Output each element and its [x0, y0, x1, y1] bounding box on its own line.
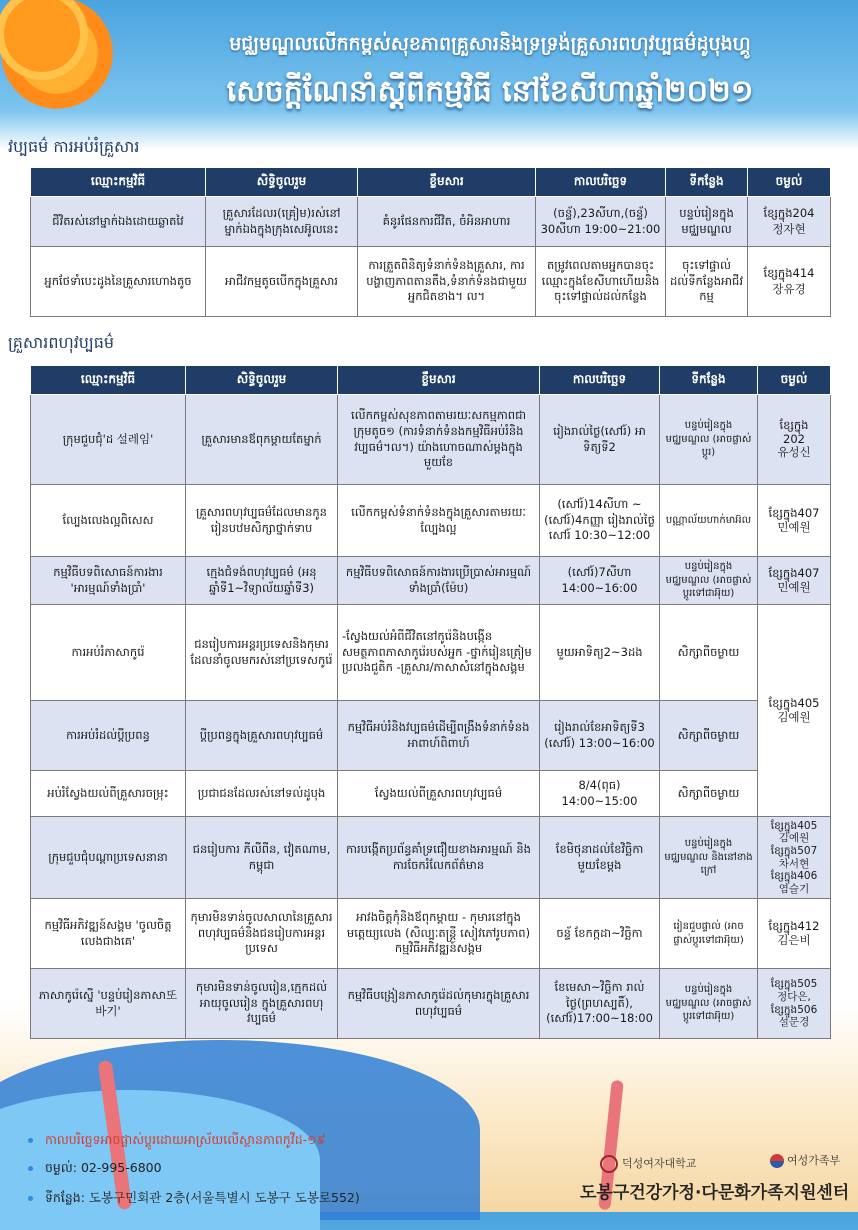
contact-phone: ចម្ងល់: 02-995-6800: [45, 1160, 162, 1175]
contact-person: 차서현: [778, 857, 810, 870]
program-eligibility: កុមារមិនទាន់ចូលសាលានៃគ្រួសារពហុវប្បធម៌និងជនរៀបការអន្តរប្រទេស: [186, 899, 338, 969]
program-content: អាវងចិត្តកុំនិងឪពុកម្តាយ - កុមារនៅក្នុងមត្តេយ្យលេង (សិល្បៈតន្ត្រី សៀវភៅរូបភាព) កម្មវិធីអភិវឌ្ឍន៍សង្គម: [338, 899, 540, 969]
center-name: 도봉구건강가정·다문화가족지원센터: [580, 1183, 850, 1203]
table-row: [31, 817, 831, 899]
program-contact: [758, 395, 831, 485]
program-eligibility: គ្រួសារដែលរ(គ្រៀម)រស់នៅម្នាក់ឯងក្នុងក្រុងសេអ៊ូលនេះ: [206, 197, 358, 247]
program-place: រៀនជួបផ្ទាល់ (អាចផ្លាស់ប្តូរទៅជាអ៊ុយ): [660, 899, 758, 969]
table-header-row: [31, 168, 831, 197]
col-header-place: ទីកន្លែង: [666, 168, 748, 197]
program-place: បន្ទប់រៀនក្នុងមជ្ឈមណ្ឌល និងនៅខាងក្រៅ: [660, 817, 758, 899]
contact-person: 민예원: [777, 519, 811, 534]
contact-extension: ខ្សែក្នុង204: [763, 205, 815, 220]
ministry-logo: 여성가족부: [770, 1152, 840, 1168]
program-content: កម្មវិធីបង្រៀនភាសាកូរ៉េដល់កុមារក្នុងគ្រួសារពហុវប្បធម៌: [338, 969, 540, 1039]
col-header-eligibility: សិទ្ធិចូលរួម: [206, 168, 358, 197]
contact-person: 설문경: [778, 1016, 810, 1029]
table-row: [31, 395, 831, 485]
col-header-place: ទីកន្លែង: [660, 366, 758, 395]
contact-extension: ខ្សែក្នុង505: [770, 978, 818, 991]
table-row: [31, 485, 831, 557]
family-education-table: [30, 167, 831, 317]
program-contact: [758, 899, 831, 969]
program-place: បន្ទប់រៀនក្នុងមជ្ឈមណ្ឌល (អាចផ្លាស់ប្តូរទៅជាអ៊ុយ): [660, 557, 758, 605]
page-title: សេចក្តីណែនាំស្តីពីកម្មវិធី នៅខែសីហាឆ្នាំ២០២១: [226, 74, 754, 109]
program-contact: [748, 197, 831, 247]
contact-extension: ខ្សែក្នុង414: [763, 265, 815, 280]
program-date: មួយអាទិត្យ2~3ដង: [540, 605, 660, 701]
col-header-date: កាលបរិច្ឆេទ: [540, 366, 660, 395]
contact-person: 김예원: [778, 832, 810, 845]
program-date: ចន្ទ័ ខែកក្កដា~វិច្ឆិកា: [540, 899, 660, 969]
program-date: រៀងរាល់ខែអាទិត្យទី3 (សៅរ៍) 13:00~16:00: [540, 701, 660, 771]
program-contact: [758, 557, 831, 605]
program-content: -ស្វែងយល់អំពីជីវិតនៅកូរ៉េនិងបង្កើនសមត្ថភាពភាសាកូរ៉េរបស់អ្នក -ថ្នាក់រៀនត្រៀមប្រលងជួតិក -គ្រួសារ/ភាសាសំនៅក្នុងសង្គម: [338, 605, 540, 701]
col-header-name: ឈ្មោះកម្មវិធី: [31, 168, 206, 197]
section-title-family-education: វប្បធម៌ ការអប់រំគ្រួសារ: [8, 137, 140, 156]
program-place: បន្ទប់រៀនក្នុងមជ្ឈមណ្ឌល (អាចផ្លាស់ប្តូរ): [660, 395, 758, 485]
program-name: ក្រុមជួបជុំបណ្តាប្រទេសនានា: [31, 817, 186, 899]
university-logo: 덕성여자대학교: [600, 1155, 696, 1173]
multicultural-table: [30, 365, 831, 1039]
footer-address: [28, 1188, 360, 1209]
program-eligibility: អាជីវកម្មតូចបើកក្នុងគ្រួសារ: [206, 247, 358, 317]
footer-note: [28, 1132, 325, 1151]
table-row: [31, 605, 831, 701]
program-contact: [758, 817, 831, 899]
contact-person: 김예원: [777, 709, 811, 724]
program-contact: [758, 605, 831, 817]
table-header-row: [31, 366, 831, 395]
program-date: 8/4(ពុធ) 14:00~15:00: [540, 771, 660, 817]
table-row: [31, 701, 831, 771]
program-name: ការអប់រំភាសាកូរ៉េ: [31, 605, 186, 701]
contact-person: 유성신: [777, 445, 811, 460]
table-row: [31, 557, 831, 605]
program-eligibility: កុមារមិនទាន់ចូលរៀន,ក្មេកដល់អាយុចូលរៀន ក្នុងគ្រួសារពហុវប្បធម៌: [186, 969, 338, 1039]
program-eligibility: ជនរៀបការអន្តរប្រទេសនិងកុមារដែលនាំចូលមករស់នៅប្រទេសកូរ៉េ: [186, 605, 338, 701]
program-date: (ចន្ទ័),23សីហា,(ចន្ទ័) 30សីហា 19:00~21:00: [536, 197, 666, 247]
contact-extension: ខ្សែក្នុង506: [770, 1003, 818, 1016]
contact-extension: ខ្សែក្នុង: [779, 417, 809, 432]
program-place: សិក្សាពីចម្ងាយ: [660, 771, 758, 817]
program-contact: [758, 485, 831, 557]
program-content: ការត្រួតពិនិត្យទំនាក់ទំនងគ្រួសារ, ការបង្ហាញភាពតានតឹង,ទំនាក់ទំនងជាមួយអ្នកជិតខាង។ ល។: [358, 247, 536, 317]
program-place: សិក្សាពីចម្ងាយ: [660, 701, 758, 771]
program-place: ចុះទៅផ្ទាល់ដល់ទីកន្លែងអាជីវកម្ម: [666, 247, 748, 317]
contact-extension: ខ្សែក្នុង507: [770, 844, 818, 857]
col-header-date: កាលបរិច្ឆេទ: [536, 168, 666, 197]
table-row: [31, 247, 831, 317]
program-place: សិក្សាពីចម្ងាយ: [660, 605, 758, 701]
program-eligibility: ជនរៀបការ ភីលីពីន, វៀតណាម, កម្ពុជា: [186, 817, 338, 899]
program-name: ភាសាកូរ៉េស្នើ 'បន្ទប់រៀនភាសា또바기': [31, 969, 186, 1039]
contact-person: 정자현: [772, 221, 806, 236]
contact-person: 민예원: [777, 579, 811, 594]
covid-note: កាលបរិច្ឆេទអាចផ្លាស់ប្តូរដោយអាស្រ័យលើស្ថានភាពកូវីដ-១៩: [45, 1132, 326, 1147]
contact-person: 염슬기: [778, 882, 810, 895]
contact-person: 정다은,: [777, 990, 811, 1003]
contact-extension: ខ្សែក្នុង407: [768, 565, 820, 580]
program-date: រៀងរាល់ថ្ងៃ(សៅរ៍) អាទិត្យទី2: [540, 395, 660, 485]
program-eligibility: ប្តីប្រពន្ធក្នុងគ្រួសារពហុវប្បធម៌: [186, 701, 338, 771]
table-row: [31, 771, 831, 817]
col-header-content: ខ្លឹមសារ: [338, 366, 540, 395]
contact-person: 김은비: [777, 932, 811, 947]
program-content: លើកកម្ពស់សុខភាពតាមរយៈសកម្មភាពជាក្រុមតូច១ (ការទំនាក់ទំនងកម្មវិធីអប់រំនិងវប្បធម៌។ល។) យ៉ាងហោចណាស់ម្តងក្នុងមួយខែ: [338, 395, 540, 485]
bullet-icon: [28, 1138, 33, 1143]
program-name: អ្នកថែទាំបេះដូងនៃគ្រួសារហោងតូច: [31, 247, 206, 317]
contact-extension: ខ្សែក្នុង412: [768, 918, 820, 933]
program-name: កម្មវិធីអភិវឌ្ឍន៍សង្គម 'ចូលចិត្តលេងជាងគេ': [31, 899, 186, 969]
program-name: ជីវិតរស់នៅម្នាក់ឯងដោយឆ្លាតវៃ: [31, 197, 206, 247]
contact-extension: ខ្សែក្នុង405: [768, 695, 820, 710]
col-header-contact: ចម្ងល់: [758, 366, 831, 395]
footer-phone: [28, 1160, 162, 1179]
program-name: អប់រំស្វែងយល់ពីគ្រួសារចម្រុះ: [31, 771, 186, 817]
contact-extension: ខ្សែក្នុង406: [770, 870, 818, 883]
contact-extension: ខ្សែក្នុង405: [770, 819, 818, 832]
col-header-eligibility: សិទ្ធិចូលរួម: [186, 366, 338, 395]
program-date: តម្រូវពេលតាមអ្នកបានចុះឈ្មោះក្នុងខែសីហាហើយនិងចុះទៅផ្ទាល់ដល់កន្លែង: [536, 247, 666, 317]
program-contact: [748, 247, 831, 317]
col-header-content: ខ្លឹមសារ: [358, 168, 536, 197]
program-place: បន្ទប់រៀនក្នុងមជ្ឈមណ្ឌល (អាចផ្លាស់ប្តូរទៅជាអ៊ុយ): [660, 969, 758, 1039]
venue-address: ទីកន្លែង: 도봉구민회관 2층(서울특별시 도봉구 도봉로552): [45, 1190, 360, 1205]
program-date: ខែមេសា~វិច្ឆិកា រាល់ថ្ងៃ(ព្រហស្បតិ៍), (សៅរ៍)17:00~18:00: [540, 969, 660, 1039]
sun-core: [4, 0, 80, 72]
program-name: ការអប់រំដល់ប្តីប្រពន្ធ: [31, 701, 186, 771]
program-name: កម្មវិធីបទពិសោធន៍ការងារ 'អារម្មណ៍ទាំងប្រាំ': [31, 557, 186, 605]
program-content: ការបង្កើតប្រព័ន្ធគាំទ្រជឿយខាងអារម្មណ៍ និង ការចែករំលែកព័ត៌មាន: [338, 817, 540, 899]
program-place: បណ្ណាល័យហាក់មាអ៊ល: [660, 485, 758, 557]
program-content: កម្មវិធីបទពិសោធន៍ការងារប្រើប្រាស់អារម្មណ៍ទាំងប្រាំ(ម៉ែប): [338, 557, 540, 605]
program-contact: [758, 969, 831, 1039]
program-date: ខែមិថុនាដល់ខែវិច្ឆិកា មួយខែម្តង: [540, 817, 660, 899]
program-date: (សៅរ៍)7សីហា 14:00~16:00: [540, 557, 660, 605]
section-title-multicultural: គ្រួសារពហុវប្បធម៌: [8, 333, 115, 352]
table-row: [31, 899, 831, 969]
contact-person: 장유경: [772, 281, 806, 296]
contact-extension: ខ្សែក្នុង407: [768, 505, 820, 520]
program-name: ក្រុមជួបជុំ'ដ 설레임': [31, 395, 186, 485]
program-eligibility: ប្រជាជនដែលរស់នៅទល់ដូបុង: [186, 771, 338, 817]
col-header-name: ឈ្មោះកម្មវិធី: [31, 366, 186, 395]
university-seal-icon: [600, 1155, 618, 1173]
program-place: បន្ទប់រៀនក្នុងមជ្ឈមណ្ឌល: [666, 197, 748, 247]
center-title: មជ្ឈមណ្ឌលលើកកម្ពស់សុខភាពគ្រួសារនិងទ្រទ្រង់គ្រួសារពហុវប្បធម៌ដូបុងហ្គូ: [229, 33, 751, 55]
bullet-icon: [28, 1196, 33, 1201]
program-eligibility: ក្មេងជំទង់ពហុវប្បធម៌ (អនុ ឆ្នាំទី1~វិទ្យាល័យឆ្នាំទី3): [186, 557, 338, 605]
program-eligibility: គ្រួសារពហុវប្បធម៌ដែលមានកូនរៀនបឋមសិក្សាថ្នាក់ទាប: [186, 485, 338, 557]
program-content: លើកកម្ពស់ទំនាក់ទំនងក្នុងគ្រួសារតាមរយៈល្បែងល្អ: [338, 485, 540, 557]
program-content: ស្វែងយល់ពីគ្រួសារពហុវប្បធម៌: [338, 771, 540, 817]
program-content: កម្មវិធីអប់រំនិងវប្បធម៌ដើម្បីពង្រឹងទំនាក់ទំនងអាពាហ៍ពិពាហ៍: [338, 701, 540, 771]
table-row: [31, 969, 831, 1039]
col-header-contact: ចម្ងល់: [748, 168, 831, 197]
contact-extension-number: 202: [783, 431, 805, 446]
bullet-icon: [28, 1166, 33, 1171]
program-date: (សៅរ៍)14សីហា ~(សៅរ៍)4កញ្ញា រៀងរាល់ថ្ងៃសៅរ៍ 10:30~12:00: [540, 485, 660, 557]
program-eligibility: គ្រួសារមានឪពុកម្តាយតែម្នាក់: [186, 395, 338, 485]
sun-illustration: [0, 0, 132, 128]
table-row: [31, 197, 831, 247]
program-name: ល្បែងលេងល្អពិសេស: [31, 485, 186, 557]
ministry-emblem-icon: [770, 1154, 784, 1168]
program-content: គំនូរផែនការជីវិត, ចំអិនអាហារ: [358, 197, 536, 247]
